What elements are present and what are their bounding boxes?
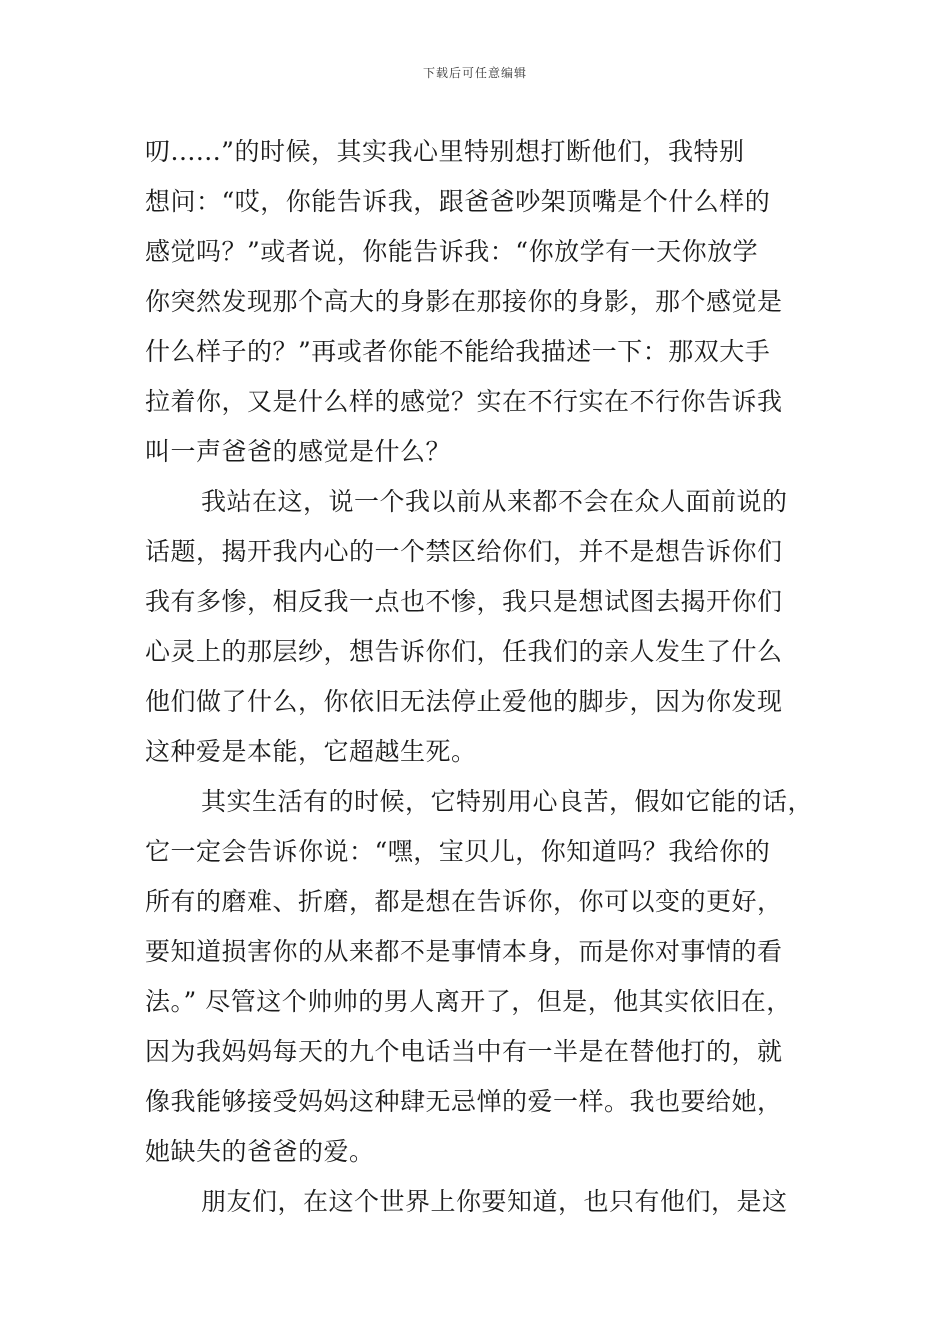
text-line: 因为我妈妈每天的九个电话当中有一半是在替他打的，就 bbox=[145, 1037, 783, 1066]
document-body bbox=[145, 127, 815, 1227]
page-header: 下载后可任意编辑 bbox=[422, 66, 527, 80]
text-line: 法。” 尽管这个帅帅的男人离开了，但是，他其实依旧在， bbox=[145, 987, 792, 1016]
text-line: 所有的磨难、折磨，都是想在告诉你，你可以变的更好， bbox=[145, 887, 783, 916]
text-line: 我有多惨，相反我一点也不惨，我只是想试图去揭开你们 bbox=[145, 587, 783, 616]
text-line: 心灵上的那层纱，想告诉你们，任我们的亲人发生了什么 bbox=[145, 637, 783, 666]
text-line: 拉着你，又是什么样的感觉？实在不行实在不行你告诉我 bbox=[145, 387, 783, 416]
text-line: 叫一声爸爸的感觉是什么？ bbox=[145, 437, 452, 466]
text-line: 他们做了什么，你依旧无法停止爱他的脚步，因为你发现 bbox=[145, 687, 783, 716]
text-line: 她缺失的爸爸的爱。 bbox=[145, 1137, 375, 1166]
text-line: 感觉吗？”或者说，你能告诉我：“你放学有一天你放学 bbox=[145, 237, 759, 266]
text-line: 想问：“哎，你能告诉我，跟爸爸吵架顶嘴是个什么样的 bbox=[145, 187, 771, 216]
text-line: 这种爱是本能，它超越生死。 bbox=[145, 737, 477, 766]
text-line: 要知道损害你的从来都不是事情本身，而是你对事情的看 bbox=[145, 937, 783, 966]
text-line: 其实生活有的时候，它特别用心良苦，假如它能的话， bbox=[201, 787, 814, 816]
text-line: 什么样子的？”再或者你能不能给我描述一下：那双大手 bbox=[145, 337, 771, 366]
text-line: 我站在这，说一个我以前从来都不会在众人面前说的 bbox=[201, 487, 788, 516]
text-line: 你突然发现那个高大的身影在那接你的身影，那个感觉是 bbox=[145, 287, 783, 316]
text-line: 像我能够接受妈妈这种肆无忌惮的爱一样。我也要给她， bbox=[145, 1087, 783, 1116]
text-line: 它一定会告诉你说：“嘿，宝贝儿，你知道吗？我给你的 bbox=[145, 837, 771, 866]
text-line: 话题，揭开我内心的一个禁区给你们，并不是想告诉你们 bbox=[145, 537, 783, 566]
text-line: 朋友们，在这个世界上你要知道，也只有他们，是这 bbox=[201, 1187, 788, 1216]
text-line: 叨......”的时候，其实我心里特别想打断他们，我特别 bbox=[145, 137, 745, 166]
